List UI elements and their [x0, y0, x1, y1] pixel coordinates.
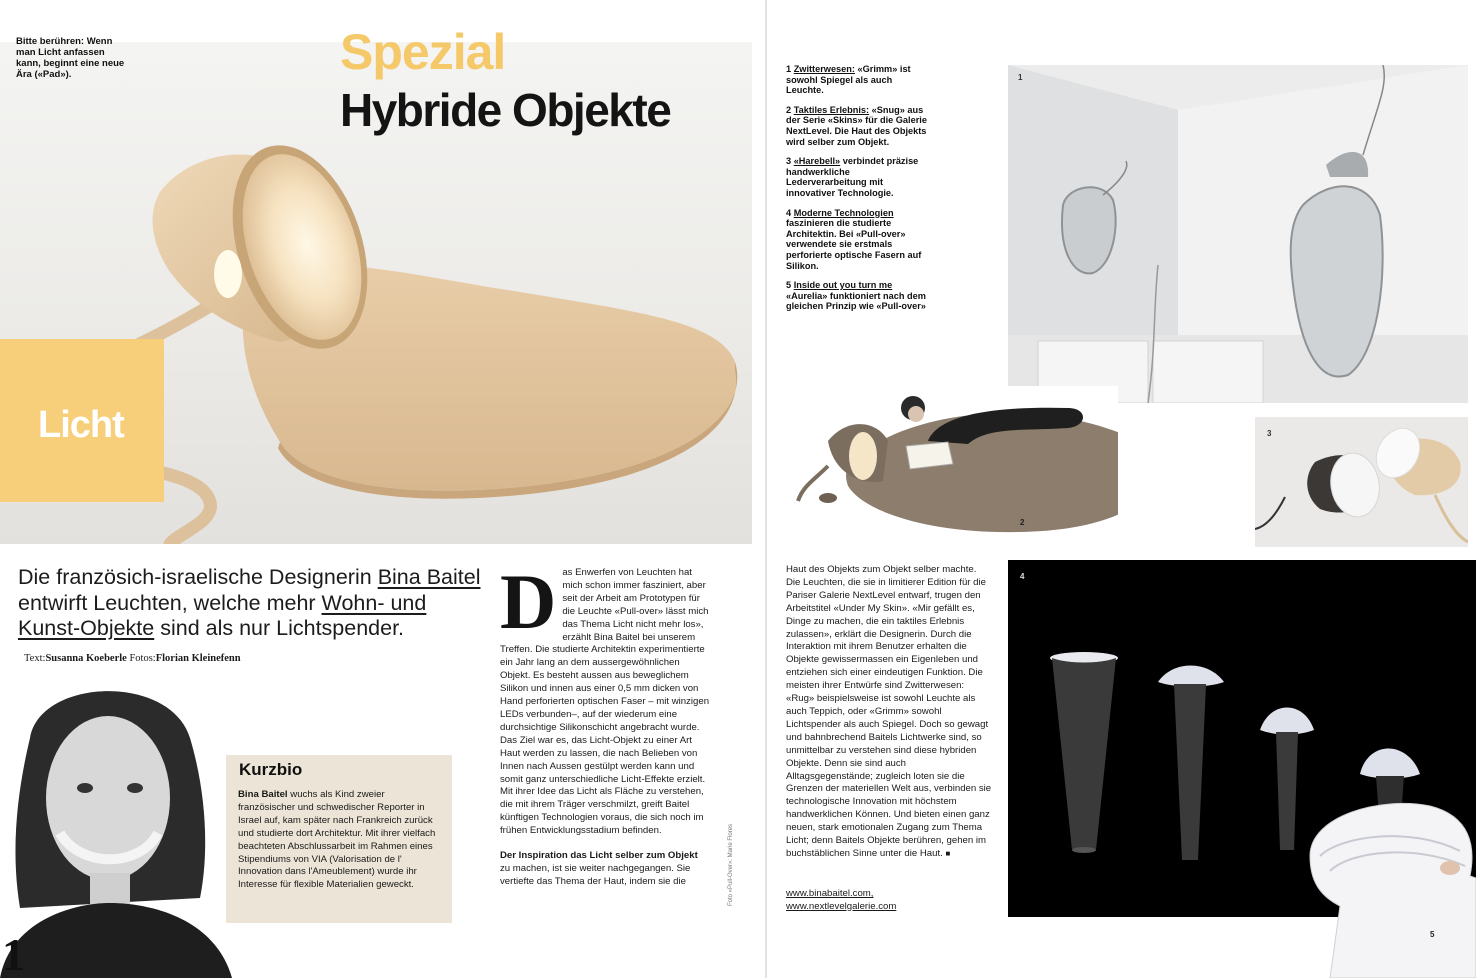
- caption-head: Moderne Technologien: [793, 207, 894, 218]
- photo-grimm-mirrors: [1008, 65, 1468, 403]
- photo-aurelia: [1300, 796, 1476, 978]
- caption-5: [786, 280, 928, 312]
- credit-text-label: Text:: [24, 652, 46, 664]
- section-label: Licht: [38, 404, 124, 446]
- bio-name: Bina Baitel: [238, 789, 288, 800]
- page-number: 1: [2, 929, 25, 978]
- lead-text: sind als nur Lichtspender.: [154, 616, 405, 640]
- highlight-phrase: Wohn- und Kunst-Objekte: [18, 590, 427, 640]
- byline: [24, 653, 241, 664]
- caption-head: Taktiles Erlebnis:: [793, 104, 870, 115]
- photo-number: 5: [1430, 930, 1435, 939]
- harebell-illustration: [1255, 417, 1468, 547]
- article-body: Haut des Objekts zum Objekt selber machte. Die Leuchten, die sie in limitierer Edition für die Pariser Galerie NextLevel entwarf, trugen den Arbeitstitel «Under My Skin». «Mir gefällt es, Dinge zu machen, die ein taktiles Erlebnis zulassen», erklärt die Designerin. Durch die Interaktion mit ihrem Benutzer erhalten die Objekte gewissermassen ein Eigenleben und entziehen sich einer eindeutigen Funktion. Die meisten ihrer Entwürfe sind Zwitterwesen: «Rug» beispielsweise ist sowohl Leuchte als auch Teppich, oder «Grimm» sowohl Lichtspender als auch Spiegel. Doch so gewagt und bahnbrechend Baitels Lichtwerke sind, so unmittelbar zu verstehen sind diese hybriden Objekte. Denn sie sind auch Alltagsgegenstände; zugleich loten sie die Grenzen der materiellen Welt aus, verbinden sie technologische Innovation mit höchstem handwerklichen Können. Und bieten einen ganz neuen, stark emotionalen Zugang zum Thema Licht; denn Baitels Objekte berühren, gehen im buchstäblichen Sinne unter die Haut.: [786, 564, 992, 859]
- caption-1: [786, 64, 928, 96]
- article-paragraph-2: [500, 850, 710, 889]
- article-text: zu machen, ist sie weiter nachgegangen. Sie vertiefte das Thema der Haut, indem sie die: [500, 862, 691, 887]
- caption-text: faszinieren die studierte Architektin. Bei «Pull-over» verwendete sie erstmals perforierte optische Fasern auf Silikon.: [786, 218, 922, 271]
- caption-number: 4: [786, 207, 792, 218]
- photo-number: 3: [1267, 429, 1272, 438]
- caption-2: [786, 105, 928, 147]
- caption-head: Zwitterwesen:: [793, 64, 855, 74]
- photo-number: 4: [1020, 572, 1025, 581]
- caption-head: Inside out you turn me: [793, 280, 893, 291]
- article-column-1: [500, 558, 710, 901]
- lead-paragraph: [18, 565, 488, 671]
- bio-title: Kurzbio: [239, 760, 303, 779]
- photo-number: 1: [1018, 73, 1023, 82]
- hero-caption: Bitte berühren: Wenn man Licht anfassen kann, beginnt eine neue Ära («Pad»).: [16, 36, 125, 80]
- aurelia-illustration: [1300, 796, 1476, 978]
- caption-3: [786, 156, 928, 198]
- rug-lamp-illustration: [788, 386, 1118, 536]
- article-paragraph: as Enwerfen von Leuchten hat mich schon immer fasziniert, aber seit der Arbeit am Prototypen für die Leuchte «Pull-over» lässt mich das Thema Licht nicht mehr los», erzählt Bina Baitel bei unserem Treffen. Die studierte Architektin experimentierte ein Jahr lang an dem aussergewöhnlichen Objekt. Es besteht aussen aus beweglichem Silikon und innen aus einer 0,5 mm dicken von Hand perforierten optischen Faser – mit winzigen LEDs verbunden–, auf der wiederum eine durchsichtige Silikonschicht angebracht wurde. Das Ziel war es, das Licht-Objekt zu einer Art Haut werden zu lassen, die nach Belieben von Innen nach Aussen gestülpt werden kann und somit ganz unterschiedliche Licht-Effekte erzielt. Mit ihrer Idee das Licht als Fläche zu verstehen, die mit ihrem Träger verschmilzt, greift Baitel künftigen Technologien voraus, die sich noch im frühen Entwicklungsstadium befinden.: [500, 567, 710, 837]
- end-mark: ■: [945, 848, 951, 858]
- image-captions: [786, 64, 928, 321]
- photo-number: 2: [1020, 518, 1025, 527]
- caption-head: «Harebell»: [793, 156, 841, 167]
- credit-author: Susanna Koeberle: [45, 652, 127, 664]
- photo-snug-rug: [788, 386, 1118, 536]
- section-kicker: Spezial: [340, 24, 506, 80]
- bio-body: wuchs als Kind zweier französischer und schwedischer Reporter in Israel auf, kam später nach Frankreich zurück und studierte dort Architektur. Mit ihrer vielfach beachteten Abschlussarbeit im Rahmen eines Stipendiums von VIA (Valorisation de l' Innovation dans l'Ameublement) wurde ihr Interesse für flexible Materialien geweckt.: [238, 789, 436, 891]
- caption-number: 1: [786, 64, 792, 74]
- portrait-illustration: [0, 678, 232, 978]
- photo-harebell-lamps: [1255, 417, 1468, 547]
- photo-credit: Foto «Pull-Over»: Marie Flores: [728, 823, 734, 906]
- designer-portrait: [0, 678, 232, 978]
- caption-text: verbindet präzise handwerkliche Lederverarbeitung mit innovativer Technologie.: [786, 156, 919, 198]
- caption-text: «Aurelia» funktioniert nach dem gleichen Prinzip wie «Pull-over»: [786, 290, 926, 312]
- web-links: [786, 888, 896, 913]
- link-nextlevel[interactable]: www.nextlevelgalerie.com: [786, 900, 897, 912]
- credit-photo-label: Fotos:: [129, 652, 156, 664]
- lead-text: Die französich-israelische Designerin: [18, 565, 378, 589]
- article-column-2: [786, 564, 992, 861]
- caption-number: 2: [786, 104, 792, 115]
- credit-photographer: Florian Kleinefenn: [155, 652, 241, 664]
- caption-4: [786, 208, 928, 272]
- bio-text: [238, 789, 440, 892]
- caption-number: 3: [786, 156, 792, 167]
- bio-box: [226, 755, 452, 923]
- caption-text: «Grimm» ist sowohl Spiegel als auch Leuchte.: [786, 64, 911, 96]
- page-gutter: [765, 0, 767, 978]
- caption-number: 5: [786, 280, 792, 291]
- designer-name-link: Bina Baitel: [377, 565, 481, 589]
- article-subhead: Der Inspiration das Licht selber zum Objekt: [500, 850, 698, 862]
- lead-text: entwirft Leuchten, welche mehr: [18, 590, 322, 615]
- caption-text: «Snug» aus der Serie «Skins» für die Galerie NextLevel. Die Haut des Objekts wird selber zum Objekt.: [786, 104, 927, 147]
- page-title: Hybride Objekte: [340, 84, 671, 136]
- drop-cap: D: [500, 558, 557, 645]
- mirror-room-illustration: [1008, 65, 1468, 403]
- link-binabaitel[interactable]: www.binabaitel.com,: [786, 888, 874, 899]
